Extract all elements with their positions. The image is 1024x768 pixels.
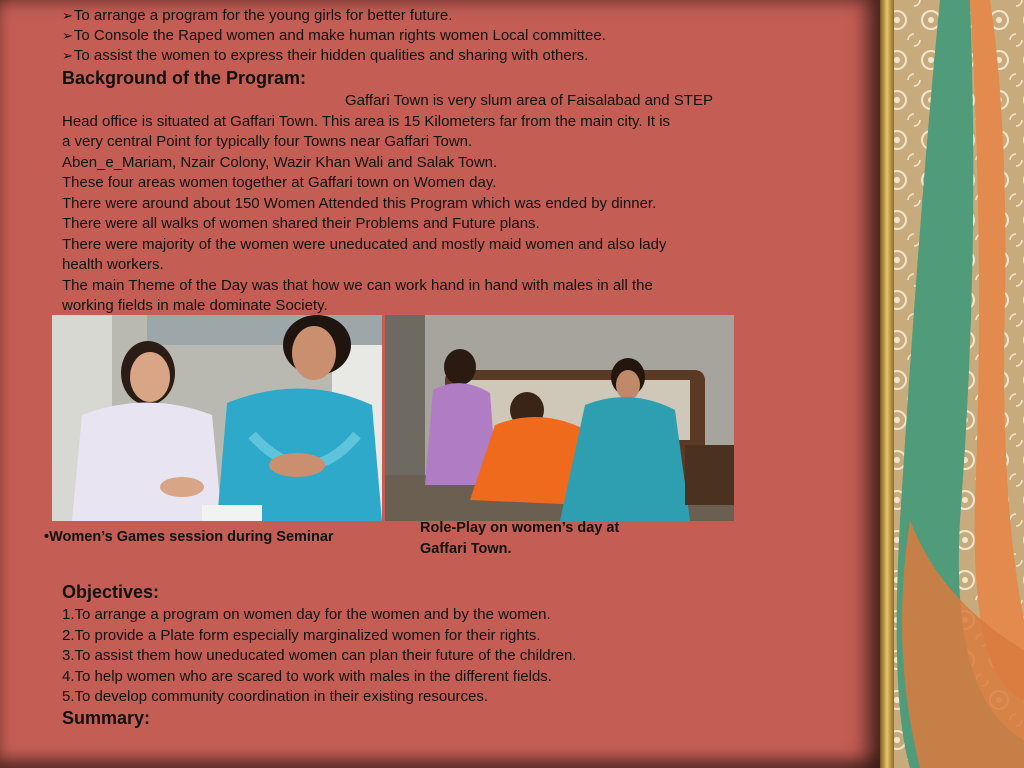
games-session-photo bbox=[52, 315, 382, 521]
background-line: There were around about 150 Women Attended this Program which was ended by dinner. bbox=[62, 195, 657, 212]
background-heading: Background of the Program: bbox=[62, 68, 307, 88]
goal-item: ➢ To assist the women to express their hidden qualities and sharing with others. bbox=[62, 46, 588, 67]
background-line: health workers. bbox=[62, 256, 164, 273]
background-line: a very central Point for typically four Towns near Gaffari Town. bbox=[62, 133, 473, 150]
goal-item: ➢ To Console the Raped women and make human rights women Local committee. bbox=[62, 26, 606, 47]
objective-item: 2.To provide a Plate form especially marginalized women for their rights. bbox=[62, 627, 541, 644]
objective-item: 3.To assist them how uneducated women can plan their future of the children. bbox=[62, 647, 577, 664]
background-line: working fields in male dominate Society. bbox=[62, 297, 328, 314]
goal-item: ➢ To arrange a program for the young girls for better future. bbox=[62, 6, 452, 27]
objective-item: 1.To arrange a program on women day for the women and by the women. bbox=[62, 606, 551, 623]
role-play-caption-line2: Gaffari Town. bbox=[420, 541, 512, 557]
background-line: There were all walks of women shared their Problems and Future plans. bbox=[62, 215, 540, 232]
role-play-photo bbox=[385, 315, 734, 521]
objectives-heading: Objectives: bbox=[62, 582, 160, 602]
summary-heading: Summary: bbox=[62, 708, 151, 728]
games-session-caption: •Women’s Games session during Seminar bbox=[44, 529, 334, 545]
role-play-caption-line1: Role-Play on women’s day at bbox=[420, 520, 620, 536]
objective-item: 5.To develop community coordination in their existing resources. bbox=[62, 688, 489, 705]
background-line: The main Theme of the Day was that how we can work hand in hand with males in all the bbox=[62, 277, 653, 294]
decorative-side-panel bbox=[880, 0, 1024, 768]
background-line: Gaffari Town is very slum area of Faisalabad and STEP bbox=[345, 92, 713, 109]
objective-item: 4.To help women who are scared to work with males in the different fields. bbox=[62, 668, 552, 685]
background-line: Head office is situated at Gaffari Town. This area is 15 Kilometers far from the main city. It is bbox=[62, 113, 671, 130]
background-line: Aben_e_Mariam, Nzair Colony, Wazir Khan Wali and Salak Town. bbox=[62, 154, 498, 171]
background-line: There were majority of the women were uneducated and mostly maid women and also lady bbox=[62, 236, 667, 253]
background-line: These four areas women together at Gaffari town on Women day. bbox=[62, 174, 497, 191]
